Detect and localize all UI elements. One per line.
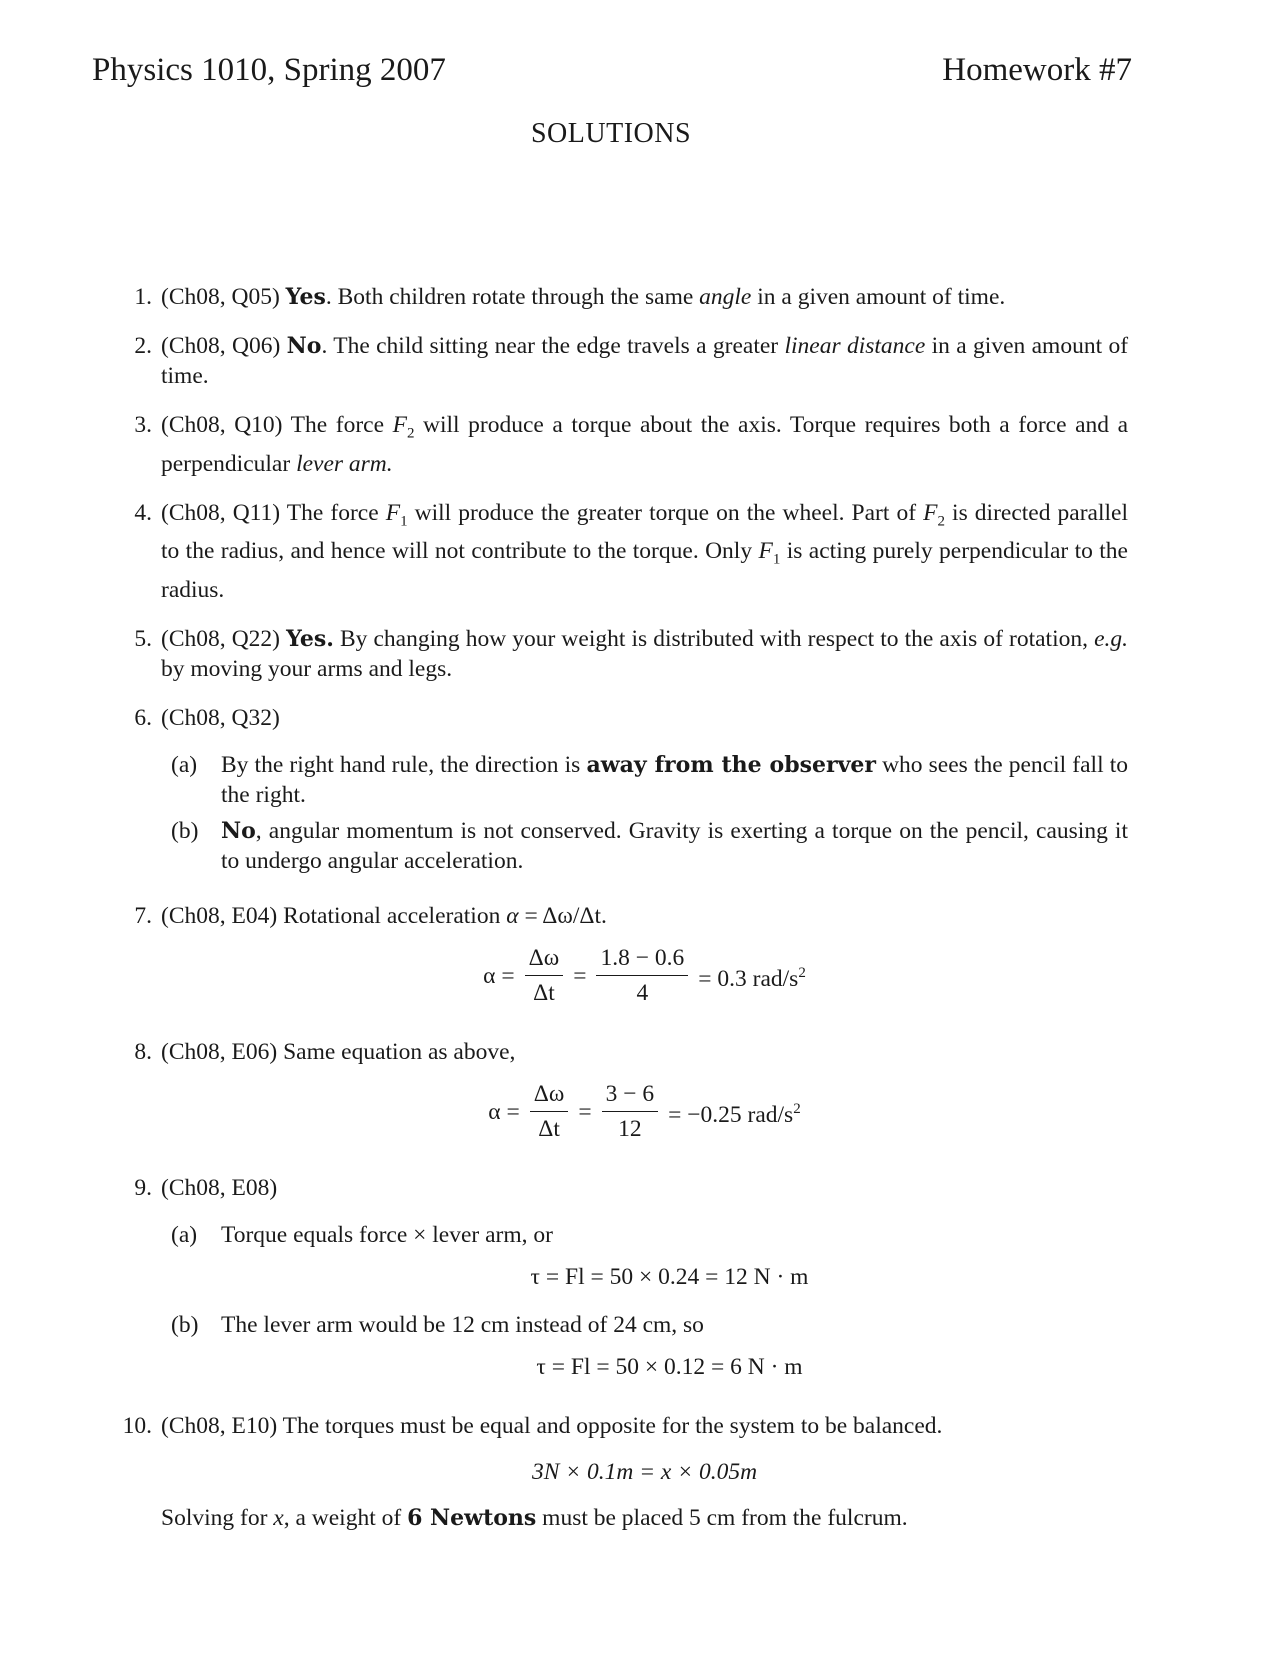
problem-text: [161, 703, 1128, 882]
text-run: . Both children rotate through the same: [325, 284, 700, 310]
text-run: who sees the pencil fall to the right.: [221, 752, 1128, 809]
variable: α: [506, 903, 519, 930]
subpart-label: (b): [171, 818, 199, 845]
subpart-text: [221, 750, 1128, 810]
problem-number: 9.: [134, 1175, 152, 1202]
problem-number: 7.: [134, 903, 152, 930]
emphasis: linear distance: [784, 333, 926, 359]
problem-2: [112, 331, 1128, 391]
text-run: = Δω/Δt.: [518, 903, 607, 930]
denominator: Δt: [533, 980, 555, 1007]
text-run: Same equation as above,: [277, 1039, 516, 1066]
equation: τ = Fl = 50 × 0.12 = 6 N · m: [536, 1354, 803, 1381]
problem-text: [161, 1173, 1128, 1392]
problem-text: [161, 410, 1128, 479]
subpart-b: [161, 1310, 1128, 1340]
subpart-text: The lever arm would be 12 cm instead of 24 cm, so: [221, 1312, 704, 1339]
subscript: 2: [937, 513, 945, 530]
equation: [488, 1079, 800, 1144]
fraction: [602, 1079, 659, 1144]
equation-result: [668, 1094, 801, 1130]
text-run: Solving for: [161, 1505, 274, 1532]
text-run: By changing how your weight is distributed with respect to the axis of rotation,: [333, 626, 1095, 653]
equation-block: [161, 1352, 1128, 1382]
result-text: = 0.3 rad/s: [698, 965, 799, 992]
superscript: 2: [793, 1100, 801, 1117]
course-header: Physics 1010, Spring 2007: [92, 52, 446, 88]
equation: τ = Fl = 50 × 0.24 = 12 N · m: [530, 1264, 809, 1291]
problem-tag: (Ch08, E04): [161, 903, 278, 930]
problem-3: [112, 410, 1128, 479]
equation-block: [161, 1262, 1128, 1292]
problem-text: [161, 1411, 1128, 1533]
equation-lhs: α =: [488, 1098, 520, 1125]
subpart-label: (a): [171, 1222, 198, 1249]
problem-9: [112, 1173, 1128, 1392]
subpart-a: [161, 1220, 1128, 1250]
emphasis: angle: [699, 284, 752, 310]
fraction: [530, 1079, 569, 1144]
text-run: The torques must be equal and opposite for the system to be balanced.: [277, 1413, 943, 1440]
subpart-label: (b): [171, 1312, 199, 1339]
text-run: By the right hand rule, the direction is: [221, 752, 587, 779]
numerator: 1.8 − 0.6: [596, 943, 688, 976]
fraction: [525, 943, 564, 1008]
text-run: in a given amount of time.: [161, 333, 1129, 389]
problem-5: [112, 624, 1128, 684]
problem-text: [161, 901, 1128, 1018]
answer-bold: No: [221, 818, 256, 845]
problem-number: 5.: [134, 626, 152, 653]
answer-bold: away from the observer: [586, 752, 876, 779]
problem-1: [112, 282, 1128, 312]
text-run: by moving your arms and legs.: [161, 656, 453, 683]
problem-number: 1.: [134, 284, 152, 310]
problem-tag: (Ch08, E06): [161, 1039, 278, 1066]
problem-text: [161, 282, 1128, 312]
subscript: 1: [400, 513, 408, 530]
text-run: is directed parallel to the radius, and hence will not contribute to the torque. Only: [161, 499, 1128, 565]
solutions-list: [112, 282, 1128, 1552]
problem-tag: (Ch08, Q22): [161, 626, 280, 653]
problem-tag: (Ch08, E08): [161, 1175, 278, 1202]
equation: 3N × 0.1m = x × 0.05m: [531, 1459, 758, 1486]
subscript: 2: [406, 425, 415, 442]
text-run: is acting purely perpendicular to the radius.: [161, 538, 1128, 604]
problem-number: 6.: [134, 705, 152, 732]
answer-bold: 6 Newtons: [407, 1505, 537, 1532]
page-title: SOLUTIONS: [530, 118, 692, 149]
problem-text: [161, 498, 1128, 605]
text-run: , a weight of: [283, 1505, 408, 1532]
text-run: . The child sitting near the edge travels a greater: [321, 333, 785, 359]
problem-10: [100, 1411, 1128, 1533]
text-run: The force: [282, 412, 393, 438]
numerator: 3 − 6: [602, 1079, 659, 1112]
subpart-text: Torque equals force × lever arm, or: [221, 1222, 553, 1249]
subpart-a: [161, 750, 1128, 810]
numerator: Δω: [525, 943, 564, 976]
result-text: = −0.25 rad/s: [668, 1101, 794, 1128]
text-run: will produce the greater torque on the wheel. Part of: [407, 499, 924, 526]
fraction: [596, 943, 688, 1008]
text-run: Rotational acceleration: [277, 903, 507, 930]
problem-tag: (Ch08, Q06): [161, 333, 281, 359]
conclusion-text: [161, 1503, 1128, 1533]
problem-number: 10.: [122, 1413, 152, 1440]
homework-number: Homework #7: [942, 52, 1132, 88]
problem-text: [161, 1037, 1128, 1154]
subpart-label: (a): [171, 752, 198, 779]
problem-4: [112, 498, 1128, 605]
equals-sign: =: [573, 962, 587, 989]
variable: x: [273, 1505, 284, 1532]
answer-bold: Yes: [285, 284, 326, 310]
problem-number: 8.: [134, 1039, 152, 1066]
equation: [483, 943, 806, 1008]
equation-lhs: α =: [483, 962, 515, 989]
subscript: 1: [772, 552, 781, 569]
variable: F: [392, 412, 407, 438]
emphasis: lever arm.: [296, 450, 393, 477]
subpart-text: [221, 816, 1128, 876]
denominator: Δt: [538, 1116, 560, 1143]
superscript: 2: [798, 964, 806, 981]
equation-block: [161, 1457, 1128, 1487]
equation-block: [161, 943, 1128, 1008]
answer-bold: Yes.: [286, 626, 334, 653]
problem-tag: (Ch08, E10): [161, 1413, 278, 1440]
answer-bold: No: [286, 333, 322, 359]
text-run: , angular momentum is not conserved. Gravity is exerting a torque on the pencil, causing it to undergo angular acceleration.: [221, 818, 1128, 875]
subpart-b: [161, 816, 1128, 876]
problem-number: 3.: [134, 412, 152, 438]
equation-result: [698, 958, 806, 994]
problem-8: [112, 1037, 1128, 1154]
variable: F: [923, 499, 938, 526]
text-run: The force: [280, 499, 386, 526]
text-run: must be placed 5 cm from the fulcrum.: [536, 1505, 908, 1532]
problem-text: [161, 624, 1128, 684]
equals-sign: =: [578, 1098, 592, 1125]
numerator: Δω: [530, 1079, 569, 1112]
text-run: will produce a torque about the axis. Torque requires both a force and a perpendicular: [161, 412, 1129, 477]
problem-tag: (Ch08, Q11): [161, 499, 281, 526]
denominator: 12: [618, 1116, 642, 1143]
variable: F: [385, 499, 401, 526]
problem-text: [161, 331, 1128, 391]
denominator: 4: [636, 980, 649, 1007]
equation-block: [161, 1079, 1128, 1144]
problem-6: [112, 703, 1128, 882]
problem-tag: (Ch08, Q32): [161, 705, 280, 732]
text-run: in a given amount of time.: [751, 284, 1006, 310]
problem-number: 2.: [134, 333, 152, 359]
problem-tag: (Ch08, Q05): [161, 284, 280, 310]
emphasis: e.g.: [1094, 626, 1128, 653]
variable: F: [758, 538, 773, 565]
problem-number: 4.: [134, 499, 152, 526]
problem-tag: (Ch08, Q10): [161, 412, 283, 438]
problem-7: [112, 901, 1128, 1018]
